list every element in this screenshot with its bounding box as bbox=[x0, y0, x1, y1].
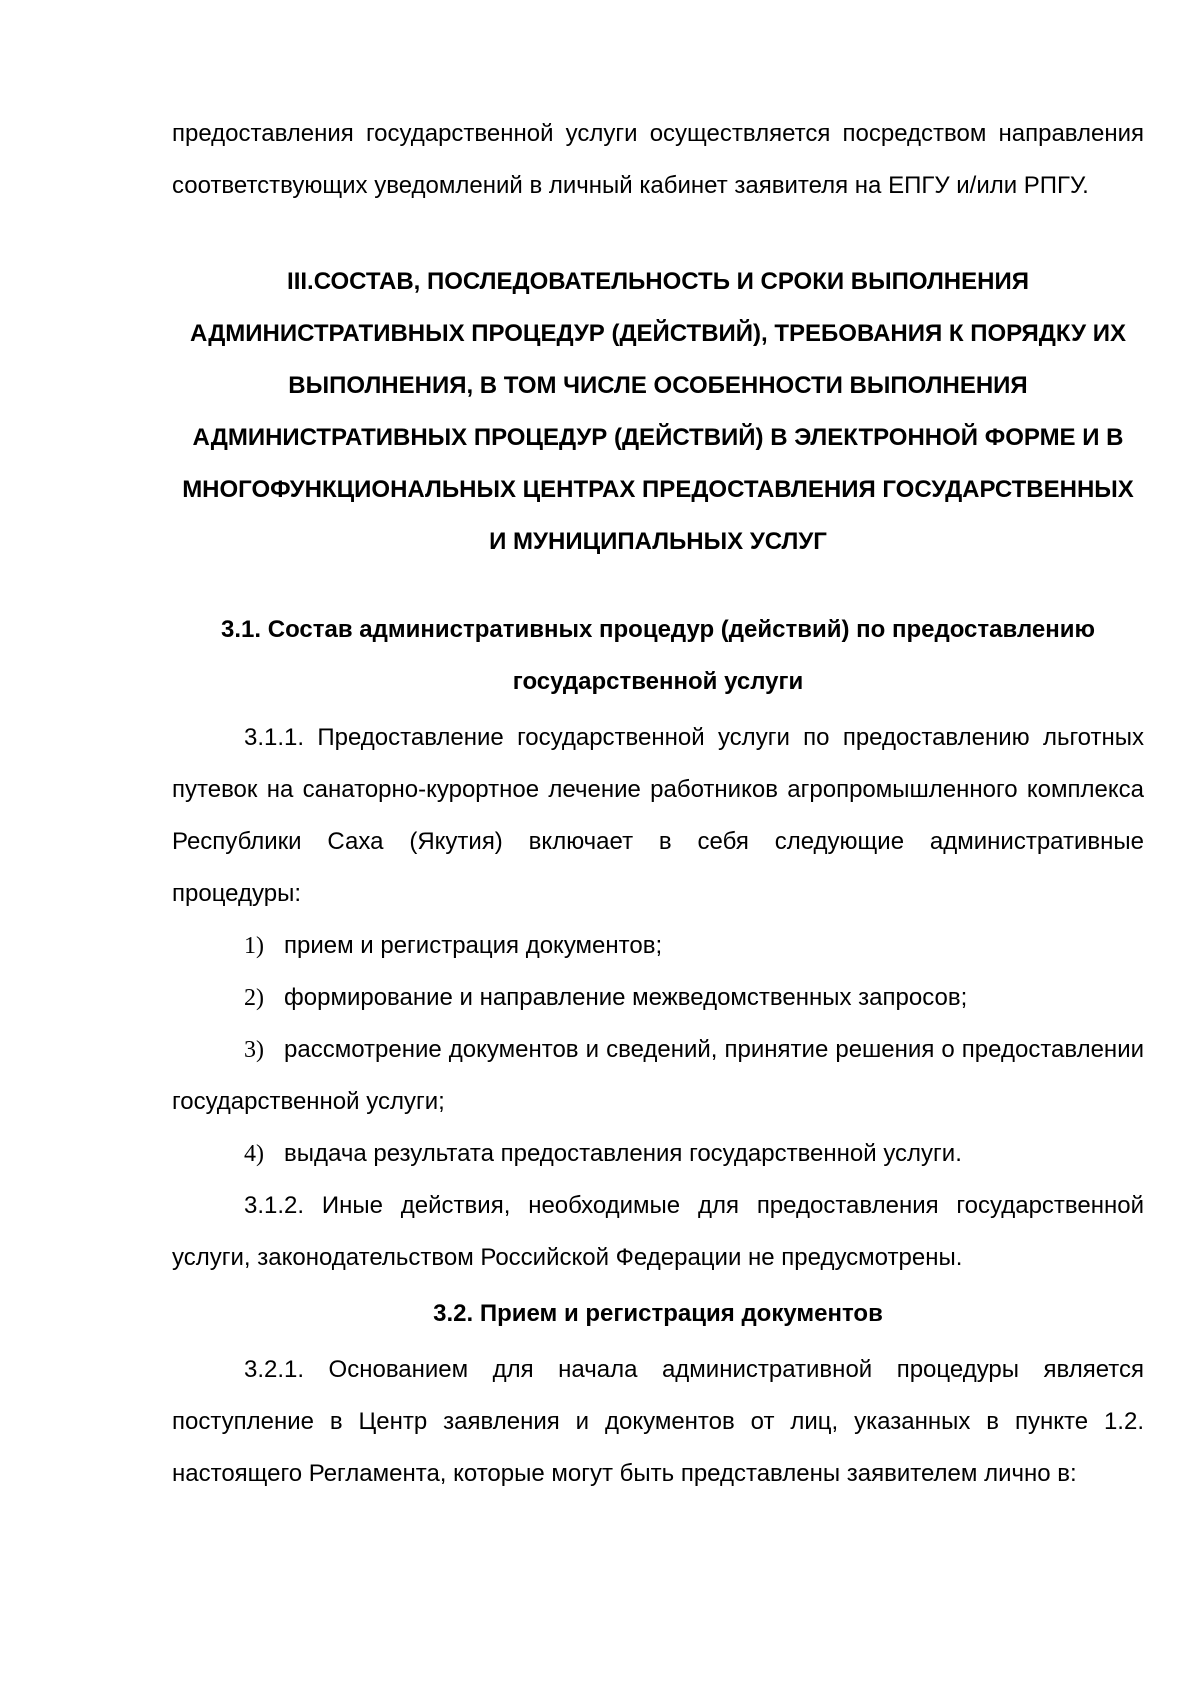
list-item-number: 2) bbox=[244, 985, 264, 1011]
list-item bbox=[172, 1024, 1144, 1128]
intro-paragraph: предоставления государственной услуги осуществляется посредством направления соответствующих уведомлений в личный кабинет заявителя на ЕПГУ и/или РПГУ. bbox=[172, 120, 1144, 199]
list-item-text: выдача результата предоставления государственной услуги. bbox=[284, 1140, 962, 1167]
list-item-text: рассмотрение документов и сведений, принятие решения о предоставлении государственной услуги; bbox=[172, 1036, 1144, 1115]
list-item bbox=[172, 1128, 1144, 1180]
section-heading: III.СОСТАВ, ПОСЛЕДОВАТЕЛЬНОСТЬ И СРОКИ ВЫПОЛНЕНИЯ АДМИНИСТРАТИВНЫХ ПРОЦЕДУР (ДЕЙСТВИЙ), ТРЕБОВАНИЯ К ПОРЯДКУ ИХ ВЫПОЛНЕНИЯ, В ТОМ ЧИСЛЕ ОСОБЕННОСТИ ВЫПОЛНЕНИЯ АДМИНИСТРАТИВНЫХ ПРОЦЕДУР (ДЕЙСТВИЙ) В ЭЛЕКТРОННОЙ ФОРМЕ И В МНОГОФУНКЦИОНАЛЬНЫХ ЦЕНТРАХ ПРЕДОСТАВЛЕНИЯ ГОСУДАРСТВЕННЫХ И МУНИЦИПАЛЬНЫХ УСЛУГ bbox=[182, 268, 1134, 555]
list-item-text: прием и регистрация документов; bbox=[284, 932, 663, 959]
subheading-3-2: 3.2. Прием и регистрация документов bbox=[433, 1300, 883, 1327]
list-item bbox=[172, 920, 1144, 972]
subheading-3-1: 3.1. Состав административных процедур (действий) по предоставлению государственной услуги bbox=[221, 616, 1095, 695]
list-item-number: 1) bbox=[244, 933, 264, 959]
list-item-number: 3) bbox=[244, 1037, 264, 1063]
paragraph-3-1-2: 3.1.2. Иные действия, необходимые для предоставления государственной услуги, законодательством Российской Федерации не предусмотрены. bbox=[172, 1192, 1144, 1271]
document-page bbox=[172, 108, 1144, 1500]
paragraph-3-1-1: 3.1.1. Предоставление государственной услуги по предоставлению льготных путевок на санаторно-курортное лечение работников агропромышленного комплекса Республики Саха (Якутия) включает в себя следующие административные процедуры: bbox=[172, 724, 1144, 907]
list-item-text: формирование и направление межведомственных запросов; bbox=[284, 984, 968, 1011]
list-item-number: 4) bbox=[244, 1141, 264, 1167]
list-item bbox=[172, 972, 1144, 1024]
paragraph-3-2-1: 3.2.1. Основанием для начала административной процедуры является поступление в Центр заявления и документов от лиц, указанных в пункте 1.2. настоящего Регламента, которые могут быть представлены заявителем лично в: bbox=[172, 1356, 1144, 1487]
